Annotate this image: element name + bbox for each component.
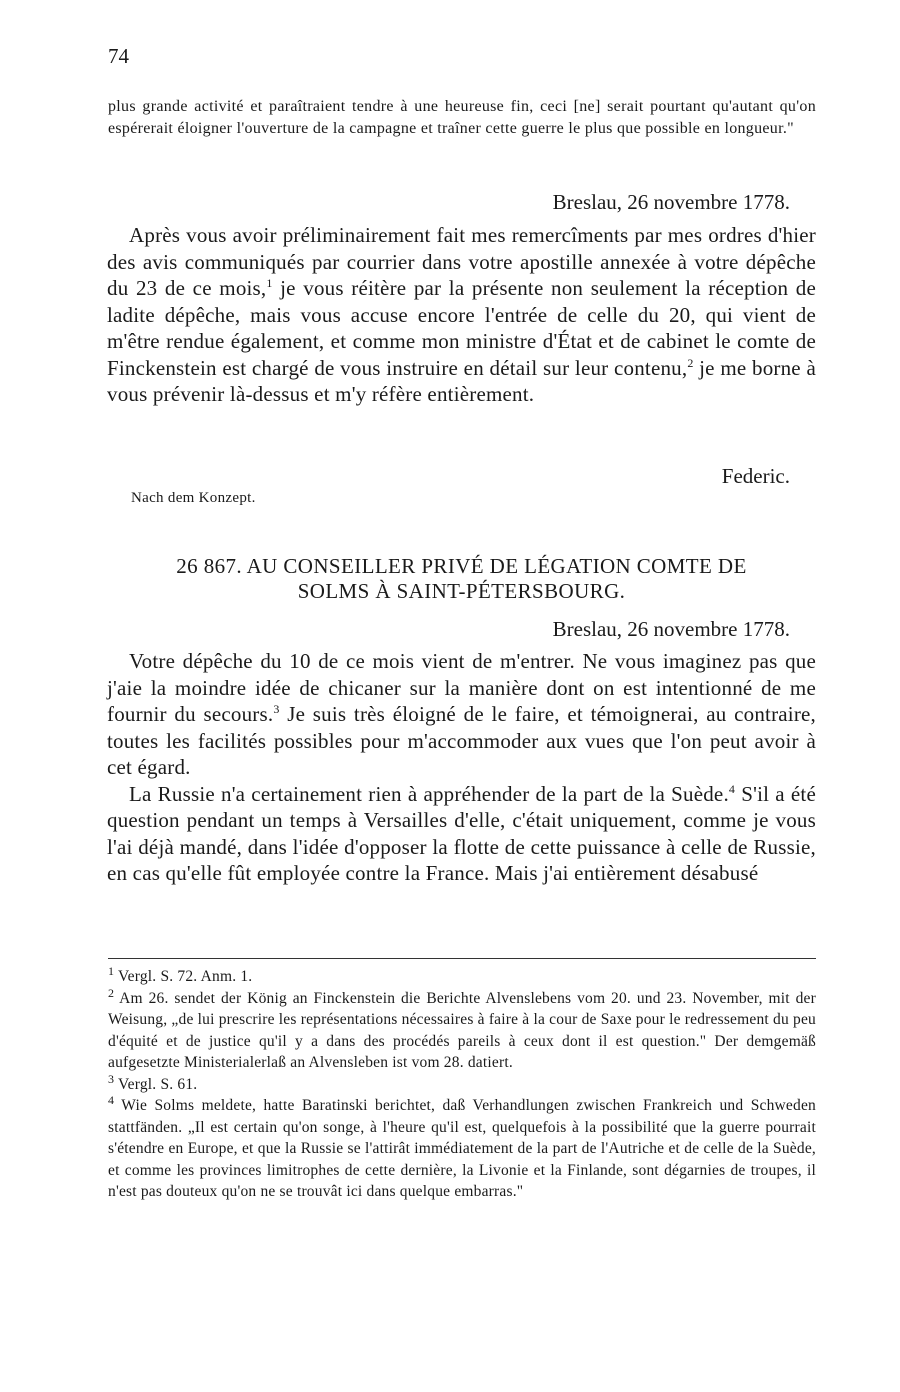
letter1-signature: Federic.	[721, 464, 790, 488]
footnote-ref-3: 3	[273, 702, 280, 716]
letter2-body	[107, 648, 816, 887]
footnote-divider	[108, 958, 816, 959]
footnote-text: Vergl. S. 61.	[114, 1075, 198, 1093]
footnotes	[108, 963, 816, 1203]
footnote-4	[108, 1092, 816, 1203]
footnote-ref-2: 2	[687, 355, 694, 370]
carry-over-paragraph: plus grande activité et paraîtraient tendre à une heureuse fin, ceci [ne] serait pourtant qu'autant qu'on espérerait éloigner l'ouverture de la campagne et traîner cette guerre le plus que possible en longueur."	[108, 98, 816, 137]
letter1-text-c: je me borne à vous prévenir là-dessus et m'y réfère entièrement.	[107, 355, 816, 406]
letter2-heading-line2: SOLMS À SAINT-PÉTERSBOURG.	[297, 579, 626, 603]
footnote-2	[108, 985, 816, 1074]
footnote-num: 2	[108, 985, 115, 1000]
letter1-text-a: Après vous avoir préliminairement fait mes remercîments par mes ordres d'hier des avis communiqués par courrier dans votre apostille annexée à votre dépêche du 23 de ce mois,	[107, 223, 816, 300]
letter2-p2-text-a: La Russie n'a certainement rien à appréhender de la part de la Suède.	[129, 781, 729, 806]
letter2-p2-text-b: S'il a été question pendant un temps à Versailles d'elle, c'était uniquement, comme je vous l'ai déjà mandé, dans l'idée d'opposer la flotte de cette puissance à celle de Russie, en cas qu'elle fût employée contre la France. Mais j'ai entièrement désabusé	[107, 781, 816, 885]
footnote-text: Am 26. sendet der König an Finckenstein die Berichte Alvenslebens vom 20. und 23. November, mit der Weisung, „de lui prescrire les représentations nécessaires à faire à la cour de Saxe pour le redressement du peu d'équité et de justice qu'il y a dans des procédés pareils à ceux dont il est question." Der demgemäß aufgesetzte Ministerialerlaß an Alvensleben ist vom 28. datiert.	[108, 989, 816, 1071]
footnote-num: 3	[108, 1071, 115, 1086]
footnote-text: Vergl. S. 72. Anm. 1.	[114, 968, 253, 985]
letter1-dateline: Breslau, 26 novembre 1778.	[552, 190, 790, 214]
letter2-dateline: Breslau, 26 novembre 1778.	[552, 617, 790, 641]
footnote-num: 4	[108, 1092, 115, 1107]
letter1-source-note: Nach dem Konzept.	[131, 490, 256, 506]
letter1-paragraph	[107, 222, 816, 408]
letter2-heading	[107, 554, 816, 604]
footnote-1	[108, 963, 816, 988]
letter2-p1-text-a: Votre dépêche du 10 de ce mois vient de m'entrer. Ne vous imaginez pas que j'aie la moindre idée de chicaner sur la manière dont on est intentionné de me fournir du secours.	[107, 649, 816, 726]
footnote-ref-1: 1	[266, 276, 273, 290]
letter2-paragraph-1	[107, 648, 816, 781]
footnote-num: 1	[108, 963, 115, 978]
footnote-ref-4: 4	[728, 781, 736, 796]
letter1-text-b: je vous réitère par la présente non seulement la réception de ladite dépêche, mais vous accuse encore l'entrée de celle du 20, qui vient de m'être rendue également, et comme mon ministre d'État et de cabinet le comte de Finckenstein est chargé de vous instruire en détail sur leur contenu,	[107, 276, 816, 380]
letter2-heading-line1: 26 867. AU CONSEILLER PRIVÉ DE LÉGATION COMTE DE	[176, 554, 747, 578]
letter2-paragraph-2	[107, 781, 816, 887]
footnote-text: Wie Solms meldete, hatte Baratinski berichtet, daß Verhandlungen zwischen Frankreich und Schweden stattfänden. „Il est certain qu'on songe, à l'heure qu'il est, quelquefois à la possibilité que la guerre pourrait s'étendre en Europe, et que la Russie se l'attirât immédiatement de la part de l'Autriche et de celle de la Suède, et comme les provinces limitrophes de cette dernière, la Livonie et la Finlande, sont dégarnies de troupes, il n'est pas douteux qu'on ne se trouvât ici dans quelque embarras."	[108, 1097, 816, 1200]
letter1-body	[107, 222, 816, 408]
letter2-p1-text-b: Je suis très éloigné de le faire, et témoignerai, au contraire, toutes les facilités possibles pour m'accommoder aux vues que l'on peut avoir à cet égard.	[107, 702, 816, 779]
page-number: 74	[108, 44, 129, 68]
footnote-3	[108, 1071, 816, 1096]
